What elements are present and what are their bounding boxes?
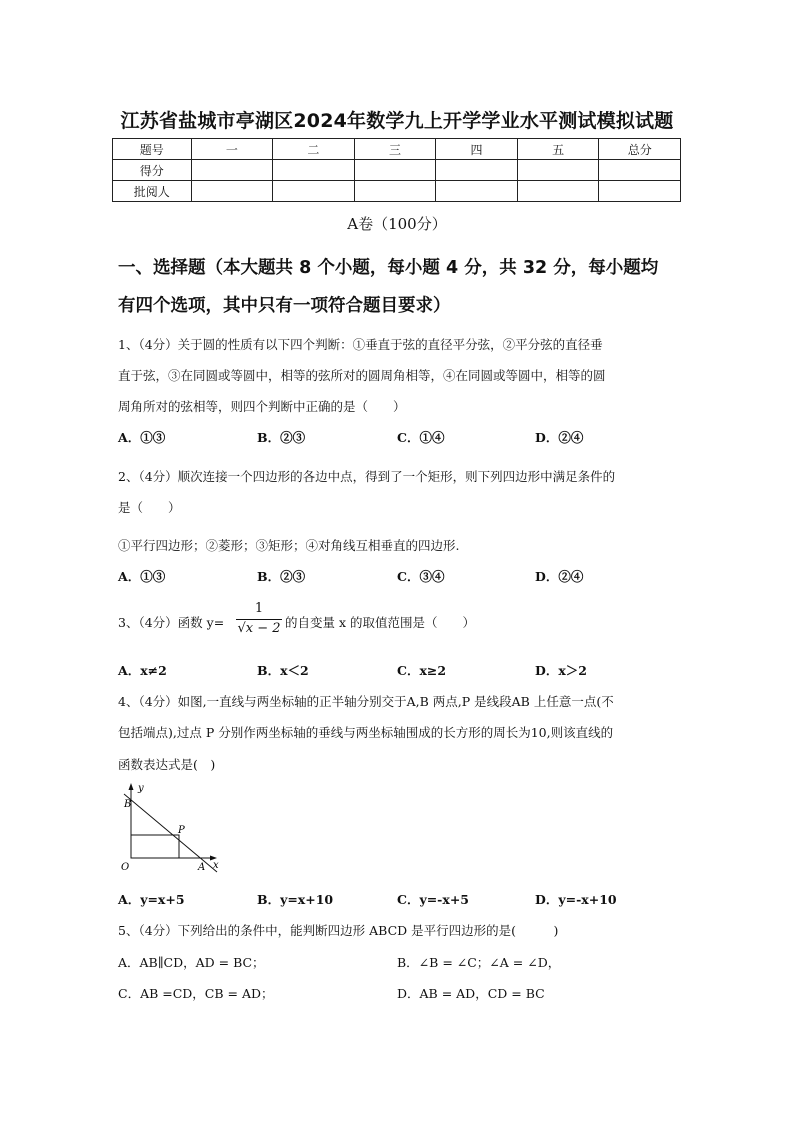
label-a: A (198, 862, 206, 873)
q2-line2: 是（ ） (118, 500, 181, 515)
score-cell (191, 181, 273, 202)
q3-fraction-denominator: √x − 2 (237, 621, 281, 636)
part1-heading-line2: 有四个选项，其中只有一项符合题目要求） (118, 296, 451, 316)
score-row-label: 得分 (113, 160, 192, 181)
line-ab (124, 794, 217, 872)
q2-line1: 2、（4分）顺次连接一个四边形的各边中点，得到了一个矩形，则下列四边形中满足条件的 (118, 469, 616, 484)
score-table (112, 138, 681, 202)
perimeter-rectangle (131, 835, 179, 858)
q1-line3: 周角所对的弦相等，则四个判断中正确的是（ ） (118, 399, 406, 414)
q4-option-a[interactable]: A．y=x+5 (118, 892, 185, 907)
q3-fraction (236, 601, 282, 636)
q2-option-a[interactable]: A．①③ (118, 569, 166, 584)
label-b: B (124, 799, 132, 810)
q5-option-b[interactable]: B．∠B = ∠C；∠A = ∠D， (397, 955, 561, 970)
q4-line3: 函数表达式是( ) (118, 757, 216, 772)
q3-option-c[interactable]: C．x≥2 (397, 663, 447, 678)
q3-fraction-bar (236, 619, 282, 620)
score-cell (436, 160, 518, 181)
q4-option-b[interactable]: B．y=x+10 (257, 892, 334, 907)
score-header-cell: 五 (517, 139, 599, 160)
q3-suffix: 的自变量 x 的取值范围是（ ） (285, 615, 475, 630)
section-a-title: A卷（100分） (347, 215, 447, 233)
q1-option-d[interactable]: D．②④ (535, 430, 584, 445)
label-p: P (178, 825, 185, 836)
label-x: x (213, 860, 219, 871)
q4-option-d[interactable]: D．y=-x+10 (535, 892, 617, 907)
q5-option-d[interactable]: D．AB = AD，CD = BC (397, 986, 545, 1001)
q1-line2: 直于弦，③在同圆或等圆中，相等的弦所对的圆周角相等，④在同圆或等圆中，相等的圆 (118, 368, 606, 383)
q5-option-c[interactable]: C．AB =CD，CB = AD； (118, 986, 274, 1001)
y-axis-arrow-icon (129, 783, 134, 790)
q3-prefix: 3、（4分）函数 y= (118, 615, 225, 630)
score-header-cell: 总分 (599, 139, 681, 160)
label-y: y (138, 783, 144, 794)
q3-fraction-numerator: 1 (254, 601, 264, 616)
q4-line2: 包括端点),过点 P 分别作两坐标轴的垂线与两坐标轴围成的长方形的周长为10,则该直线的 (118, 725, 614, 740)
score-cell (354, 160, 436, 181)
q2-option-d[interactable]: D．②④ (535, 569, 584, 584)
q2-option-c[interactable]: C．③④ (397, 569, 445, 584)
label-o: O (121, 862, 130, 873)
score-cell (273, 181, 355, 202)
score-header-cell: 一 (191, 139, 273, 160)
q3-option-b[interactable]: B．x＜2 (257, 663, 309, 678)
score-table-header-row (113, 139, 681, 160)
score-table-row (113, 181, 681, 202)
q2-line3: ①平行四边形；②菱形；③矩形；④对角线互相垂直的四边形. (118, 538, 460, 553)
score-header-cell: 二 (273, 139, 355, 160)
q1-option-c[interactable]: C．①④ (397, 430, 445, 445)
score-cell (599, 160, 681, 181)
score-cell (517, 160, 599, 181)
q4-coordinate-graph (114, 780, 224, 874)
score-header-cell: 三 (354, 139, 436, 160)
score-cell (517, 181, 599, 202)
q3-option-a[interactable]: A．x≠2 (118, 663, 167, 678)
score-cell (273, 160, 355, 181)
score-header-cell: 题号 (113, 139, 192, 160)
q1-line1: 1、（4分）关于圆的性质有以下四个判断：①垂直于弦的直径平分弦，②平分弦的直径垂 (118, 337, 603, 352)
score-table-row (113, 160, 681, 181)
score-cell (191, 160, 273, 181)
q5-line1: 5、（4分）下列给出的条件中，能判断四边形 ABCD 是平行四边形的是( ) (118, 923, 559, 938)
score-header-cell: 四 (436, 139, 518, 160)
q4-line1: 4、（4分）如图,一直线与两坐标轴的正半轴分别交于A,B 两点,P 是线段AB 上任意一点(不 (118, 694, 614, 709)
score-cell (436, 181, 518, 202)
exam-title: 江苏省盐城市亭湖区2024年数学九上开学学业水平测试模拟试题 (120, 110, 674, 132)
q1-option-a[interactable]: A．①③ (118, 430, 166, 445)
q1-option-b[interactable]: B．②③ (257, 430, 306, 445)
q3-option-d[interactable]: D．x＞2 (535, 663, 587, 678)
q2-option-b[interactable]: B．②③ (257, 569, 306, 584)
score-row-label: 批阅人 (113, 181, 192, 202)
q5-option-a[interactable]: A．AB∥CD，AD = BC； (118, 955, 265, 970)
part1-heading-line1: 一、选择题（本大题共 8 个小题，每小题 4 分，共 32 分，每小题均 (118, 258, 659, 278)
score-cell (599, 181, 681, 202)
q4-option-c[interactable]: C．y=-x+5 (397, 892, 469, 907)
score-cell (354, 181, 436, 202)
